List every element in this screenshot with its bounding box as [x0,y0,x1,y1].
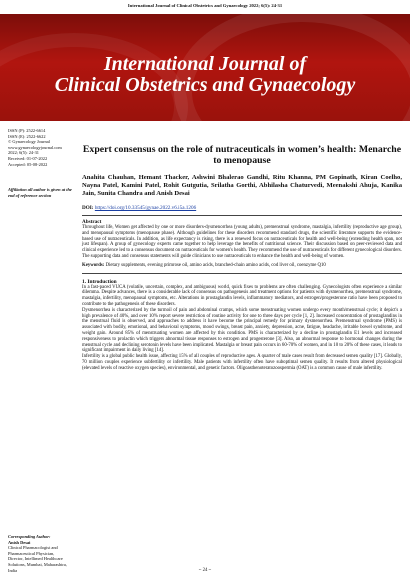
issn-print: ISSN (P): 2522-6614 [8,128,46,133]
article-title: Expert consensus on the role of nutraceuticals in women’s health: Menarche to menopause [82,144,402,166]
journal-url[interactable]: www.gynaecologyjournal.com [8,144,62,150]
paragraph: In a fast-paced VUCA (volatile, uncertain, complex, and ambiguous) world, quick fixes to problems are often challenging. Gynecologists often experience a similar dilemma. Despite advances, there is a considerable lack of consensus on pathogenesis and treatment options for patients with dysmenorrhea, premenstrual syndrome, mastalgia, infertility, menopausal symptoms, etc. Alterations in prostaglandin levels, inflammatory mediators, and estrogen/progesterone ratio have been proposed to contribute to the pathogenesis of these disorders. [82,284,402,307]
doi-line [82,205,402,211]
author-list: Anahita Chauhan, Hemant Thacker, Ashwini Bhalerao Gandhi, Ritu Khanna, PM Gopinath, Kiran Coelho, Nayna Patel, Kamini Patel, Rohit Gutgutia, Srilatha Gorthi, Abhilasha Chaturvedi, Meenakshi Ahuja, Kanika Jain, Sunita Chandra and Anish Desai [82,174,402,197]
keywords-text: Dietary supplements, evening primrose oil, amino acids, branched-chain amino acids, cod liver oil, coenzyme Q10 [105,262,326,268]
abstract-heading: Abstract [82,219,102,225]
corr-heading: Corresponding Author: [8,534,51,539]
corr-line: Pharmaceutical Physician, [8,550,55,556]
paragraph: Infertility is a global public health issue, affecting 15% of all couples of reproductive ages. A quarter of male cases result from decreased semen quality [17]. Globally, 70 million couples experience subfertility or infertility. Male patients with infertility often have suboptimal semen quality. It results from altered physiological (elevated levels of reactive oxygen species), environmental, and genetic factors. Oligoasthenoteratozoospermia (OAT) is a common cause of male infertility. [82,354,402,371]
journal-title-line1: International Journal of [103,53,307,75]
corr-line: Solutions, Mumbai, Maharashtra, [8,561,67,567]
corr-line: Clinical Pharmacologist and [8,545,58,551]
divider [82,273,402,274]
accepted-date: Accepted: 05-08-2022 [8,161,48,167]
copyright: © Gynaecology Journal [8,139,50,145]
keywords-label: Keywords: [82,262,105,268]
issn-electronic: ISSN (E): 2522-6622 [8,133,46,139]
doi-link[interactable]: https://doi.org/10.33545/gynae.2022.v6.i5a.1206 [94,205,197,211]
article-body [82,128,402,372]
corr-name: Anish Desai [8,539,31,545]
corr-line: Director, Intellimed Healthcare [8,556,63,562]
keywords [82,263,402,269]
running-header: International Journal of Clinical Obstetrics and Gynaecology 2022; 6(5): 24-31 [127,3,283,8]
journal-title-line2: Clinical Obstetrics and Gynaecology [54,74,356,96]
divider [82,215,402,216]
received-date: Received: 01-07-2022 [8,155,48,161]
affiliation-note: Affiliation all author is given at the end of reference section [8,187,72,198]
section-heading: 1. Introduction [82,278,117,285]
sidebar [8,128,74,573]
doi-label: DOI: [82,205,94,211]
page-number: ~ 24 ~ [198,568,212,573]
volume-info: 2022; 6(5): 24-31 [8,150,39,156]
journal-banner [0,14,410,121]
paragraph: Dysmenorrhea is characterized by the turmoil of pain and abdominal cramps, which some menstruating women undergo every month/menstrual cycle; it depict's a high prevalence of 40%, and over 10% report severe restriction of routine activity for one to three days per cycle [1, 2]. Increased concentration of prostaglandins in the menstrual fluid is observed, and approaches to address it have become the principal remedy for primary dysmenorrhea. Premenstrual syndrome (PMS) is associated with bodily, emotional, and behavioral symptoms, mood swings, breast pain, anxiety, depression, acne, fatigue, headache, irritable bowel syndrome, and weight gain. Around 85% of menstruating women are affected by this condition. PMS is characterized by a decline in prostaglandin E1 levels and increased responsiveness to prolactin which triggers abnormal tissue responses to estrogen and progesterone [3]. Also, an abnormal response to hormonal changes during the menstrual cycle and declining serotonin levels have been implicated. Mastalgia or breast pain occurs in 60-70% of women, and in 10 to 20% of these cases, it leads to significant impairment in daily living [14]. [82,307,402,354]
corr-line: India [8,567,18,573]
abstract-text: Throughout life, Women get affected by one or more disorders-dysmenorrhea (young adults), premenstrual syndrome, mastalgia, infertility (reproductive age group), and menopausal symptoms (menopause phase). Although guidelines for these disorders recommend standard drugs, the scientific literature supports the evidence-based use of nutraceuticals. In addition, as life expectancy is rising, there is a renewed focus on nutraceuticals for health and well-being (extending health span, not just lifespan). A group of gynecology experts came together to help leverage the benefits of nutritional science. Their discussion based on peer-reviewed data and clinical experience led to a consensus document on nutraceuticals for women's health. They recommend the use of nutraceuticals for different gynecological disorders. The supporting data and consensus statements will guide clinicians to use nutraceuticals to enhance the health and well-being of women. [82,225,402,259]
journal-title [0,54,410,96]
